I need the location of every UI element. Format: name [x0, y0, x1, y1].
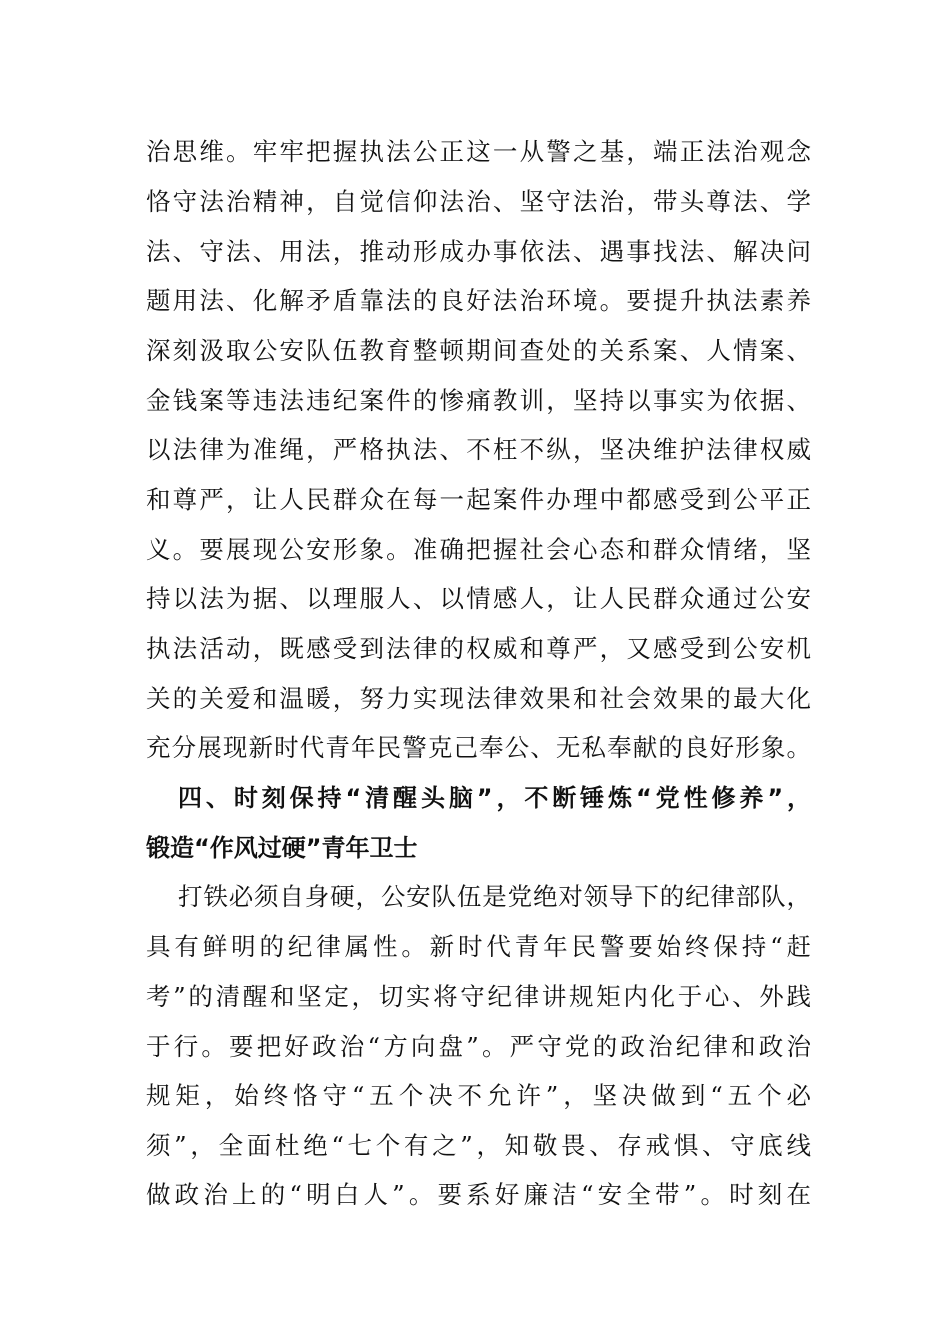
paragraph-1-line: 金钱案等违法违纪案件的惨痛教训，坚持以事实为依据、 [146, 386, 811, 415]
paragraph-2-line: 考”的清醒和坚定，切实将守纪律讲规矩内化于心、外践 [146, 982, 811, 1011]
paragraph-2-line: 须”，全面杜绝“七个有之”，知敬畏、存戒惧、守底线 [146, 1131, 811, 1160]
paragraph-1-line: 法、守法、用法，推动形成办事依法、遇事找法、解决问 [146, 237, 811, 266]
paragraph-2-line: 规矩，始终恪守“五个决不允许”，坚决做到“五个必 [146, 1081, 811, 1110]
paragraph-1-line: 持以法为据、以理服人、以情感人，让人民群众通过公安 [146, 584, 811, 613]
paragraph-1-line: 关的关爱和温暖，努力实现法律效果和社会效果的最大化 [146, 684, 811, 713]
paragraph-1-line: 和尊严，让人民群众在每一起案件办理中都感受到公平正 [146, 485, 811, 514]
paragraph-1-line: 以法律为准绳，严格执法、不枉不纵，坚决维护法律权威 [146, 435, 811, 464]
paragraph-1-line: 充分展现新时代青年民警克己奉公、无私奉献的良好形象。 [146, 733, 811, 762]
paragraph-1-line: 深刻汲取公安队伍教育整顿期间查处的关系案、人情案、 [146, 336, 811, 365]
section-heading: 锻造“作风过硬”青年卫士 [146, 834, 418, 862]
paragraph-1-line: 治思维。牢牢把握执法公正这一从警之基，端正法治观念 [146, 137, 811, 166]
paragraph-2-line: 具有鲜明的纪律属性。新时代青年民警要始终保持“赶 [146, 932, 811, 961]
paragraph-1-line: 执法活动，既感受到法律的权威和尊严，又感受到公安机 [146, 634, 811, 663]
paragraph-1-line: 题用法、化解矛盾靠法的良好法治环境。要提升执法素养 [146, 286, 811, 315]
paragraph-2-line: 做政治上的“明白人”。要系好廉洁“安全带”。时刻在 [146, 1180, 811, 1209]
paragraph-1-line: 恪守法治精神，自觉信仰法治、坚守法治，带头尊法、学 [146, 187, 811, 216]
paragraph-1-line: 义。要展现公安形象。准确把握社会心态和群众情绪，坚 [146, 535, 811, 564]
section-heading: 四、时刻保持“清醒头脑”，不断锤炼“党性修养”， [178, 784, 811, 812]
paragraph-2-line: 打铁必须自身硬，公安队伍是党绝对领导下的纪律部队， [178, 882, 811, 911]
paragraph-2-line: 于行。要把好政治“方向盘”。严守党的政治纪律和政治 [146, 1032, 811, 1061]
